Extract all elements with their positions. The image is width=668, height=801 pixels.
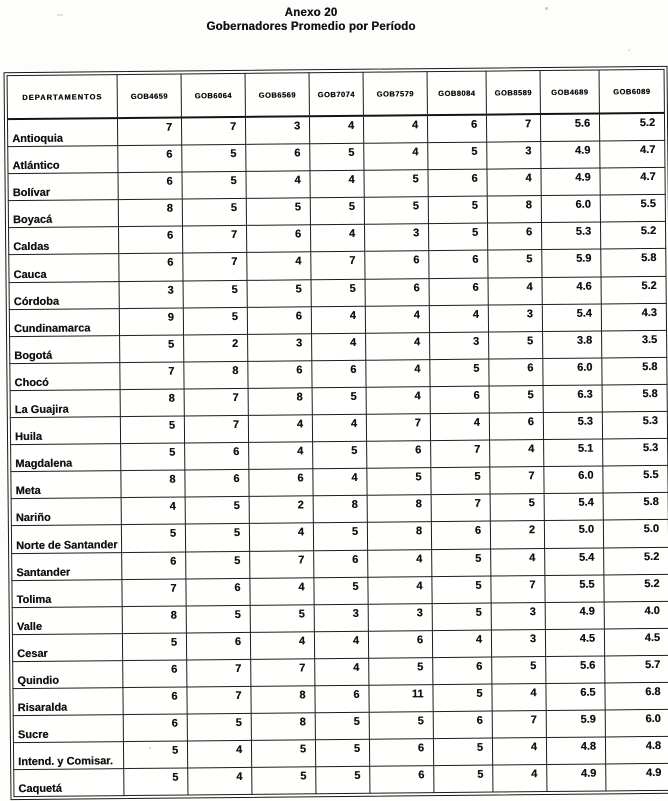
value-cell: 5 bbox=[489, 385, 543, 413]
value-cell: 5 bbox=[316, 766, 370, 794]
value-cell: 4 bbox=[429, 305, 488, 333]
value-cell: 5.4 bbox=[545, 547, 604, 575]
value-cell: 5 bbox=[313, 441, 367, 469]
department-cell: Atlántico bbox=[8, 146, 118, 174]
value-cell: 4 bbox=[365, 305, 429, 333]
value-cell: 6 bbox=[246, 144, 310, 172]
value-cell: 6 bbox=[118, 145, 182, 173]
value-cell: 6 bbox=[489, 358, 543, 386]
department-cell: Antioquia bbox=[7, 118, 117, 147]
value-cell: 5 bbox=[121, 524, 185, 552]
value-cell: 5 bbox=[315, 739, 369, 767]
value-cell: 4 bbox=[188, 768, 252, 796]
gobernadores-table-frame bbox=[4, 66, 668, 801]
department-cell: Boyacá bbox=[8, 200, 118, 228]
column-header: GOB4659 bbox=[117, 74, 181, 118]
value-cell: 6 bbox=[315, 685, 369, 713]
value-cell: 5 bbox=[369, 657, 433, 685]
department-cell: Huila bbox=[10, 417, 120, 445]
value-cell: 6 bbox=[431, 521, 490, 549]
department-cell: Córdoba bbox=[9, 281, 119, 309]
value-cell: 4.3 bbox=[601, 303, 666, 331]
value-cell: 6 bbox=[369, 739, 433, 767]
value-cell: 4 bbox=[493, 765, 547, 793]
value-cell: 7 bbox=[486, 114, 540, 142]
table-title: Gobernadores Promedio por Período bbox=[206, 21, 416, 33]
department-cell: Cundinamarca bbox=[9, 308, 119, 336]
value-cell: 7 bbox=[250, 550, 314, 578]
value-cell: 5.9 bbox=[546, 710, 605, 738]
value-cell: 5 bbox=[489, 331, 543, 359]
value-cell: 4 bbox=[364, 143, 428, 171]
value-cell: 7 bbox=[122, 579, 186, 607]
department-cell: Chocó bbox=[10, 362, 120, 390]
value-cell: 5 bbox=[313, 523, 367, 551]
value-cell: 8 bbox=[487, 196, 541, 224]
value-cell: 11 bbox=[369, 685, 433, 713]
value-cell: 7 bbox=[366, 414, 430, 442]
value-cell: 6 bbox=[247, 225, 311, 253]
value-cell: 8 bbox=[121, 470, 185, 498]
value-cell: 5 bbox=[250, 604, 314, 632]
value-cell: 5 bbox=[428, 223, 487, 251]
value-cell: 5.3 bbox=[603, 438, 668, 466]
value-cell: 5 bbox=[490, 494, 544, 522]
value-cell: 4 bbox=[249, 523, 313, 551]
table-header-row bbox=[7, 69, 664, 119]
value-cell: 5.8 bbox=[602, 384, 667, 412]
value-cell: 5 bbox=[121, 443, 185, 471]
value-cell: 3 bbox=[491, 602, 545, 630]
department-cell: Caldas bbox=[9, 227, 119, 255]
value-cell: 6 bbox=[433, 711, 492, 739]
value-cell: 4.9 bbox=[541, 168, 600, 196]
value-cell: 2 bbox=[490, 521, 544, 549]
value-cell: 5.8 bbox=[602, 357, 667, 385]
value-cell: 5 bbox=[186, 551, 250, 579]
value-cell: 5 bbox=[183, 280, 247, 308]
value-cell: 5 bbox=[432, 603, 491, 631]
value-cell: 6 bbox=[185, 442, 249, 470]
value-cell: 4 bbox=[187, 741, 251, 769]
value-cell: 6 bbox=[123, 660, 187, 688]
value-cell: 4 bbox=[430, 413, 489, 441]
table-row bbox=[14, 764, 668, 797]
value-cell: 3 bbox=[248, 334, 312, 362]
value-cell: 6 bbox=[312, 360, 366, 388]
value-cell: 4.9 bbox=[541, 141, 600, 169]
value-cell: 5 bbox=[311, 279, 365, 307]
value-cell: 5 bbox=[364, 170, 428, 198]
value-cell: 4.5 bbox=[604, 628, 668, 656]
value-cell: 6 bbox=[249, 469, 313, 497]
value-cell: 2 bbox=[249, 496, 313, 524]
value-cell: 2 bbox=[184, 334, 248, 362]
value-cell: 6 bbox=[487, 223, 541, 251]
department-cell: Nariño bbox=[11, 498, 121, 526]
value-cell: 3.5 bbox=[602, 330, 667, 358]
value-cell: 6 bbox=[368, 630, 432, 658]
value-cell: 3 bbox=[364, 224, 428, 252]
value-cell: 8 bbox=[367, 495, 431, 523]
value-cell: 5.2 bbox=[599, 113, 664, 141]
value-cell: 4 bbox=[492, 683, 546, 711]
value-cell: 5.5 bbox=[545, 575, 604, 603]
value-cell: 6 bbox=[123, 687, 187, 715]
column-header: GOB7579 bbox=[363, 72, 427, 116]
value-cell: 7 bbox=[183, 226, 247, 254]
value-cell: 4 bbox=[432, 630, 491, 658]
department-cell: Caquetá bbox=[14, 769, 124, 797]
value-cell: 6 bbox=[119, 226, 183, 254]
value-cell: 6 bbox=[247, 306, 311, 334]
department-cell: Meta bbox=[11, 471, 121, 499]
value-cell: 5 bbox=[428, 142, 487, 170]
value-cell: 7 bbox=[311, 252, 365, 280]
scan-artifact bbox=[57, 14, 63, 16]
value-cell: 7 bbox=[187, 686, 251, 714]
value-cell: 6 bbox=[427, 115, 486, 143]
column-header: GOB6569 bbox=[245, 73, 309, 117]
value-cell: 5 bbox=[434, 765, 493, 793]
value-cell: 5 bbox=[431, 467, 490, 495]
value-cell: 5 bbox=[251, 740, 315, 768]
value-cell: 4 bbox=[313, 468, 367, 496]
value-cell: 6 bbox=[123, 714, 187, 742]
value-cell: 5 bbox=[247, 279, 311, 307]
value-cell: 8 bbox=[251, 686, 315, 714]
value-cell: 5.5 bbox=[603, 466, 668, 494]
value-cell: 5 bbox=[186, 605, 250, 633]
value-cell: 6 bbox=[118, 172, 182, 200]
value-cell: 3.8 bbox=[543, 331, 602, 359]
value-cell: 7 bbox=[184, 415, 248, 443]
value-cell: 7 bbox=[492, 711, 546, 739]
value-cell: 4.5 bbox=[545, 629, 604, 657]
column-header: GOB8589 bbox=[486, 71, 540, 115]
value-cell: 5 bbox=[310, 143, 364, 171]
value-cell: 4 bbox=[309, 116, 363, 144]
value-cell: 4 bbox=[363, 115, 427, 143]
value-cell: 6 bbox=[365, 278, 429, 306]
value-cell: 4 bbox=[247, 252, 311, 280]
value-cell: 5 bbox=[369, 712, 433, 740]
department-cell: Intend. y Comisar. bbox=[13, 742, 123, 770]
value-cell: 6 bbox=[365, 251, 429, 279]
value-cell: 8 bbox=[248, 388, 312, 416]
value-cell: 5.1 bbox=[544, 439, 603, 467]
column-header: GOB6064 bbox=[181, 73, 245, 117]
value-cell: 7 bbox=[490, 467, 544, 495]
value-cell: 4 bbox=[312, 414, 366, 442]
value-cell: 6.0 bbox=[605, 709, 668, 737]
value-cell: 5 bbox=[185, 497, 249, 525]
value-cell: 5 bbox=[492, 656, 546, 684]
value-cell: 6 bbox=[122, 551, 186, 579]
department-cell: Santander bbox=[12, 552, 122, 580]
value-cell: 5.8 bbox=[603, 493, 668, 521]
department-cell: La Guajira bbox=[10, 390, 120, 418]
value-cell: 5 bbox=[315, 712, 369, 740]
value-cell: 4 bbox=[248, 415, 312, 443]
value-cell: 6 bbox=[367, 441, 431, 469]
value-cell: 4 bbox=[249, 442, 313, 470]
value-cell: 5 bbox=[433, 738, 492, 766]
column-header: GOB7074 bbox=[309, 72, 363, 116]
value-cell: 8 bbox=[251, 713, 315, 741]
value-cell: 5.2 bbox=[604, 574, 668, 602]
value-cell: 4 bbox=[250, 577, 314, 605]
value-cell: 4 bbox=[490, 440, 544, 468]
column-header-departamentos: DEPARTAMENTOS bbox=[7, 75, 117, 120]
value-cell: 5 bbox=[488, 250, 542, 278]
value-cell: 4.7 bbox=[600, 168, 665, 196]
value-cell: 5 bbox=[428, 196, 487, 224]
value-cell: 5 bbox=[124, 768, 188, 796]
department-cell: Norte de Santander bbox=[11, 525, 121, 553]
value-cell: 3 bbox=[119, 281, 183, 309]
department-cell: Tolima bbox=[12, 579, 122, 607]
value-cell: 7 bbox=[120, 362, 184, 390]
value-cell: 6 bbox=[428, 169, 487, 197]
value-cell: 5 bbox=[182, 172, 246, 200]
value-cell: 4 bbox=[368, 549, 432, 577]
department-cell: Magdalena bbox=[11, 444, 121, 472]
column-header: GOB6089 bbox=[599, 69, 664, 113]
value-cell: 4.8 bbox=[546, 737, 605, 765]
value-cell: 8 bbox=[122, 606, 186, 634]
value-cell: 4 bbox=[366, 332, 430, 360]
value-cell: 8 bbox=[367, 522, 431, 550]
value-cell: 5 bbox=[185, 524, 249, 552]
value-cell: 4 bbox=[368, 576, 432, 604]
value-cell: 6 bbox=[119, 253, 183, 281]
value-cell: 4 bbox=[366, 359, 430, 387]
department-cell: Cesar bbox=[12, 633, 122, 661]
value-cell: 4 bbox=[311, 306, 365, 334]
value-cell: 6 bbox=[248, 361, 312, 389]
value-cell: 3 bbox=[488, 304, 542, 332]
value-cell: 7 bbox=[187, 659, 251, 687]
value-cell: 5 bbox=[182, 199, 246, 227]
gobernadores-table bbox=[7, 69, 668, 798]
value-cell: 5 bbox=[310, 198, 364, 226]
value-cell: 5 bbox=[364, 197, 428, 225]
value-cell: 7 bbox=[491, 575, 545, 603]
value-cell: 3 bbox=[368, 603, 432, 631]
value-cell: 7 bbox=[431, 440, 490, 468]
value-cell: 3 bbox=[491, 629, 545, 657]
value-cell: 5 bbox=[246, 198, 310, 226]
value-cell: 3 bbox=[430, 332, 489, 360]
value-cell: 5.5 bbox=[600, 195, 665, 223]
value-cell: 5 bbox=[432, 549, 491, 577]
value-cell: 3 bbox=[245, 116, 309, 144]
column-header: GOB8084 bbox=[427, 71, 486, 115]
value-cell: 4.8 bbox=[605, 736, 668, 764]
value-cell: 8 bbox=[118, 199, 182, 227]
value-cell: 5.2 bbox=[600, 222, 665, 250]
value-cell: 6 bbox=[314, 550, 368, 578]
value-cell: 6.0 bbox=[541, 195, 600, 223]
value-cell: 5 bbox=[120, 416, 184, 444]
value-cell: 5.4 bbox=[542, 304, 601, 332]
value-cell: 4.9 bbox=[547, 764, 606, 792]
value-cell: 7 bbox=[251, 659, 315, 687]
value-cell: 5 bbox=[120, 335, 184, 363]
value-cell: 5 bbox=[432, 576, 491, 604]
value-cell: 6 bbox=[433, 657, 492, 685]
value-cell: 3 bbox=[487, 142, 541, 170]
value-cell: 4 bbox=[310, 170, 364, 198]
value-cell: 8 bbox=[313, 496, 367, 524]
value-cell: 5.2 bbox=[601, 276, 666, 304]
value-cell: 3 bbox=[314, 604, 368, 632]
page-header bbox=[0, 7, 622, 33]
value-cell: 7 bbox=[183, 253, 247, 281]
value-cell: 5.6 bbox=[540, 113, 599, 141]
value-cell: 8 bbox=[184, 361, 248, 389]
annex-title: Anexo 20 bbox=[284, 7, 338, 19]
value-cell: 9 bbox=[119, 308, 183, 336]
value-cell: 5 bbox=[430, 359, 489, 387]
department-cell: Valle bbox=[12, 606, 122, 634]
value-cell: 6 bbox=[429, 278, 488, 306]
value-cell: 4 bbox=[250, 632, 314, 660]
value-cell: 4 bbox=[315, 658, 369, 686]
value-cell: 4 bbox=[366, 387, 430, 415]
value-cell: 5.2 bbox=[604, 547, 668, 575]
value-cell: 6 bbox=[186, 632, 250, 660]
value-cell: 5 bbox=[367, 468, 431, 496]
value-cell: 6 bbox=[186, 578, 250, 606]
department-cell: Risaralda bbox=[13, 688, 123, 716]
value-cell: 5.3 bbox=[543, 412, 602, 440]
value-cell: 4 bbox=[492, 738, 546, 766]
department-cell: Bolívar bbox=[8, 173, 118, 201]
value-cell: 5.9 bbox=[542, 249, 601, 277]
value-cell: 4 bbox=[311, 225, 365, 253]
value-cell: 4.7 bbox=[600, 140, 665, 168]
value-cell: 6 bbox=[429, 251, 488, 279]
value-cell: 4 bbox=[487, 169, 541, 197]
department-cell: Cauca bbox=[9, 254, 119, 282]
value-cell: 5.4 bbox=[544, 493, 603, 521]
value-cell: 8 bbox=[120, 389, 184, 417]
scan-artifact bbox=[545, 7, 548, 10]
value-cell: 6 bbox=[185, 470, 249, 498]
value-cell: 5.6 bbox=[546, 656, 605, 684]
value-cell: 4 bbox=[488, 277, 542, 305]
value-cell: 5.7 bbox=[605, 655, 668, 683]
value-cell: 5.3 bbox=[541, 222, 600, 250]
value-cell: 5 bbox=[433, 684, 492, 712]
value-cell: 5.0 bbox=[544, 520, 603, 548]
value-cell: 4 bbox=[314, 631, 368, 659]
value-cell: 5 bbox=[122, 633, 186, 661]
value-cell: 5.8 bbox=[601, 249, 666, 277]
value-cell: 4 bbox=[121, 497, 185, 525]
value-cell: 6.8 bbox=[605, 682, 668, 710]
value-cell: 5 bbox=[314, 577, 368, 605]
value-cell: 5 bbox=[123, 741, 187, 769]
value-cell: 7 bbox=[184, 388, 248, 416]
value-cell: 7 bbox=[181, 117, 245, 145]
department-cell: Quindio bbox=[13, 660, 123, 688]
value-cell: 6.3 bbox=[543, 385, 602, 413]
value-cell: 5 bbox=[312, 387, 366, 415]
value-cell: 5.0 bbox=[603, 520, 668, 548]
department-cell: Sucre bbox=[13, 715, 123, 743]
value-cell: 6.0 bbox=[544, 466, 603, 494]
value-cell: 4 bbox=[491, 548, 545, 576]
department-cell: Bogotá bbox=[10, 335, 120, 363]
scan-artifact bbox=[149, 747, 151, 749]
value-cell: 4 bbox=[246, 171, 310, 199]
value-cell: 5 bbox=[187, 713, 251, 741]
value-cell: 5 bbox=[252, 767, 316, 795]
value-cell: 6 bbox=[489, 413, 543, 441]
value-cell: 4.9 bbox=[606, 764, 668, 792]
value-cell: 5 bbox=[182, 144, 246, 172]
value-cell: 6.0 bbox=[543, 358, 602, 386]
value-cell: 7 bbox=[431, 494, 490, 522]
value-cell: 6.5 bbox=[546, 683, 605, 711]
value-cell: 5.3 bbox=[602, 411, 667, 439]
scan-artifact bbox=[628, 49, 630, 51]
value-cell: 7 bbox=[117, 117, 181, 145]
column-header: GOB4689 bbox=[540, 70, 599, 114]
value-cell: 4 bbox=[312, 333, 366, 361]
value-cell: 4.9 bbox=[545, 602, 604, 630]
value-cell: 6 bbox=[370, 766, 434, 794]
value-cell: 4.6 bbox=[542, 277, 601, 305]
value-cell: 4.0 bbox=[604, 601, 668, 629]
value-cell: 6 bbox=[430, 386, 489, 414]
value-cell: 5 bbox=[183, 307, 247, 335]
